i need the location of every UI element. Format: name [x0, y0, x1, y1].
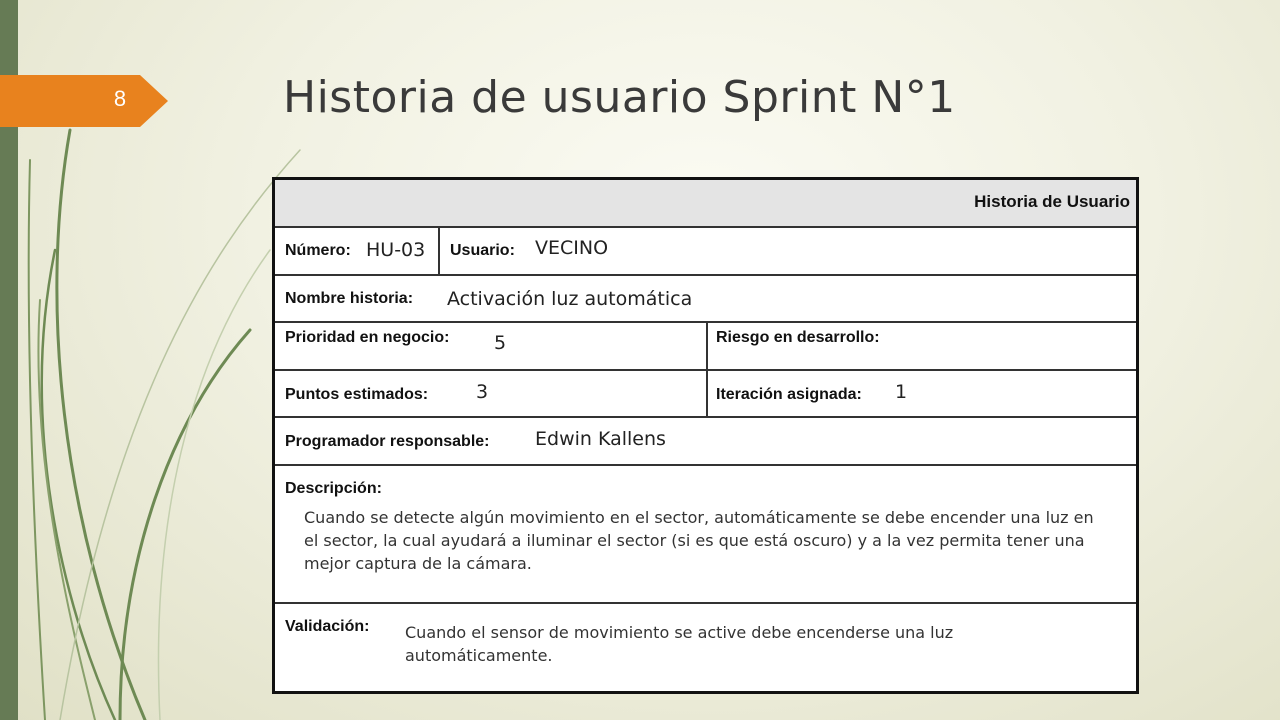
descripcion-row	[275, 466, 1136, 604]
row-divider	[438, 228, 440, 274]
nombre-historia-label: Nombre historia:	[285, 290, 414, 307]
riesgo-label: Riesgo en desarrollo:	[716, 329, 880, 346]
user-story-card	[272, 177, 1139, 694]
programador-value: Edwin Kallens	[535, 428, 666, 450]
usuario-label: Usuario:	[450, 242, 515, 259]
slide-number: 8	[113, 86, 127, 111]
nombre-historia-value: Activación luz automática	[447, 288, 693, 310]
row-divider	[706, 323, 708, 369]
prioridad-riesgo-row	[275, 323, 1136, 371]
numero-value: HU-03	[366, 239, 426, 261]
usuario-value: VECINO	[535, 237, 609, 259]
numero-label: Número:	[285, 242, 351, 259]
validacion-label: Validación:	[285, 618, 370, 635]
numero-usuario-row	[275, 228, 1136, 276]
puntos-estimados-value: 3	[476, 381, 489, 403]
iteracion-label: Iteración asignada:	[716, 386, 862, 403]
prioridad-label: Prioridad en negocio:	[285, 329, 450, 346]
prioridad-value: 5	[494, 332, 507, 354]
programador-label: Programador responsable:	[285, 433, 490, 450]
nombre-historia-row	[275, 276, 1136, 323]
descripcion-label: Descripción:	[285, 480, 382, 497]
puntos-estimados-label: Puntos estimados:	[285, 386, 429, 403]
iteracion-value: 1	[895, 381, 908, 403]
card-header-row	[275, 180, 1136, 228]
validacion-row	[275, 604, 1136, 691]
slide-title: Historia de usuario Sprint N°1	[283, 72, 956, 123]
programador-row	[275, 418, 1136, 466]
validacion-text: Cuando el sensor de movimiento se active debe encenderse una luz automáticamente.	[405, 623, 954, 665]
puntos-iteracion-row	[275, 371, 1136, 418]
descripcion-text: Cuando se detecte algún movimiento en el sector, automáticamente se debe encender una luz en el sector, la cual ayudará a iluminar el sector (si es que está oscuro) y a la vez permita tener una mejor captura de la cámara.	[304, 508, 1094, 573]
row-divider	[706, 371, 708, 416]
card-header-title: Historia de Usuario	[974, 192, 1130, 211]
